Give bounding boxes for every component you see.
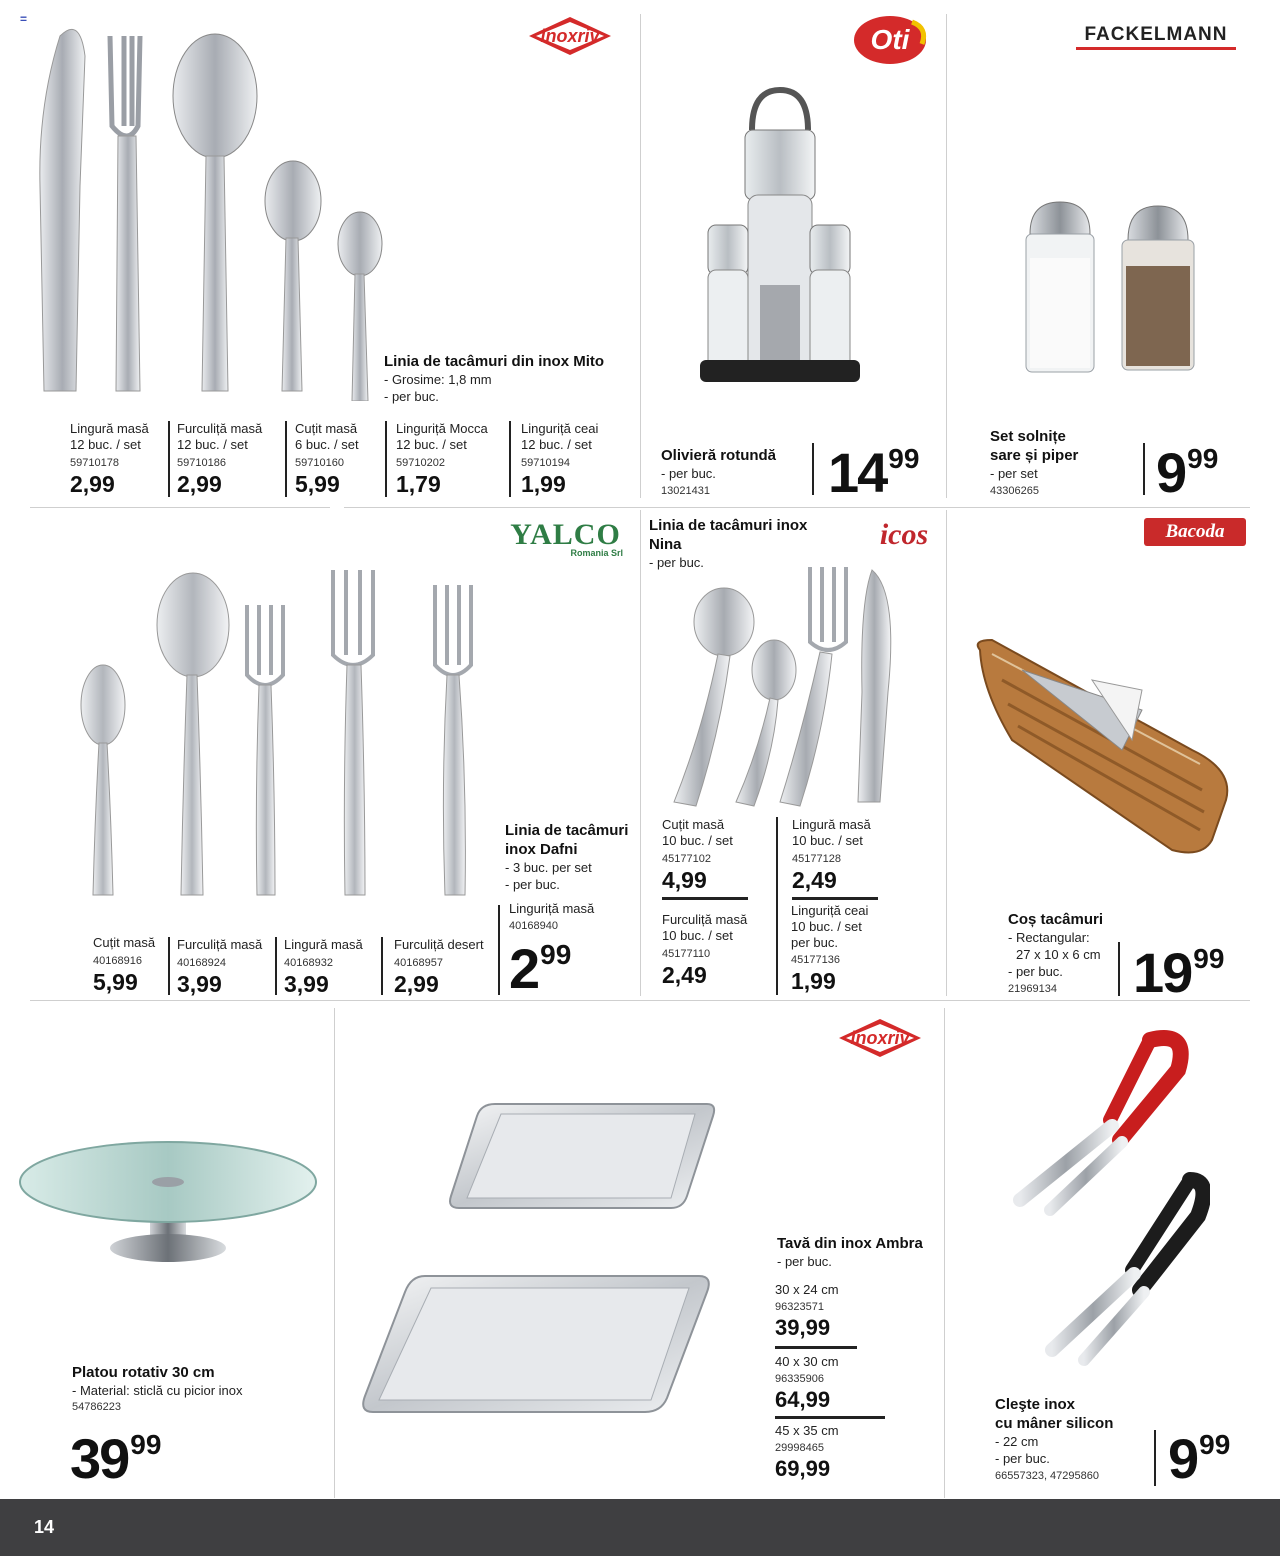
item-code: 40168957 xyxy=(394,957,443,969)
size-code: 29998465 xyxy=(775,1442,824,1454)
item-name: Linguriță ceai xyxy=(521,421,599,436)
logo-text: inoxriv xyxy=(850,1028,910,1048)
item-code: 40168924 xyxy=(177,957,226,969)
dafni-item xyxy=(177,937,277,997)
price-int: 2 xyxy=(509,937,539,1000)
item-name: Cuțit masă xyxy=(662,817,725,832)
size-label: 30 x 24 cm xyxy=(775,1282,839,1297)
logo-text: YALCO xyxy=(510,518,621,551)
price-int: 14 xyxy=(828,441,887,504)
mito-desc-1: - Grosime: 1,8 mm xyxy=(384,372,492,387)
logo-text: Oti xyxy=(870,24,910,55)
mito-item xyxy=(396,421,501,497)
solnite-code: 43306265 xyxy=(990,485,1039,497)
price-divider xyxy=(168,937,170,995)
icos-logo xyxy=(872,516,936,558)
item-name: Furculiță masă xyxy=(177,421,263,436)
salt-pepper-image xyxy=(1020,198,1200,376)
item-price: 4,99 xyxy=(662,867,707,893)
oliviera-desc: - per buc. xyxy=(661,466,716,481)
fackelmann-logo xyxy=(1076,24,1236,52)
logo-text: Bacoda xyxy=(1165,521,1225,542)
divider xyxy=(944,1008,945,1498)
price-underline xyxy=(775,1346,857,1349)
dafni-item xyxy=(284,937,384,997)
logo-text: inoxriv xyxy=(540,26,600,46)
mito-item xyxy=(295,421,380,497)
item-code: 59710186 xyxy=(177,457,226,469)
size-price: 64,99 xyxy=(775,1387,831,1412)
logo-text: FACKELMANN xyxy=(1084,24,1228,45)
nina-desc: - per buc. xyxy=(649,555,704,570)
item-price: 2,99 xyxy=(70,471,115,497)
item-price: 1,99 xyxy=(521,471,566,497)
item-qty: 12 buc. / set xyxy=(521,437,592,452)
mito-item xyxy=(521,421,626,497)
page-footer xyxy=(0,1499,1280,1556)
dafni-desc-1: - 3 buc. per set xyxy=(505,860,592,875)
item-qty: 12 buc. / set xyxy=(396,437,467,452)
cleste-desc-1: - 22 cm xyxy=(995,1434,1039,1449)
nina-item xyxy=(791,903,901,994)
price-int: 19 xyxy=(1133,941,1192,1004)
item-price: 3,99 xyxy=(284,971,329,997)
cleste-desc-2: - per buc. xyxy=(995,1451,1050,1466)
cleste-title-1: Cleşte inox xyxy=(995,1396,1076,1413)
oliviera-image xyxy=(700,85,860,395)
dafni-cutlery-image xyxy=(75,565,485,905)
item-name: Cuțit masă xyxy=(93,935,156,950)
solnite-title-1: Set solnițe xyxy=(990,428,1066,445)
item-price: 2,99 xyxy=(394,971,439,997)
item-code: 40168940 xyxy=(509,920,558,932)
item-price: 5,99 xyxy=(93,969,138,995)
price-underline xyxy=(662,897,748,900)
divider xyxy=(640,510,641,996)
platou-code: 54786223 xyxy=(72,1401,121,1413)
price-divider xyxy=(285,421,287,497)
yalco-logo xyxy=(508,518,623,560)
size-label: 45 x 35 cm xyxy=(775,1423,839,1438)
cos-desc-2: 27 x 10 x 6 cm xyxy=(1016,947,1101,962)
cutlery-basket-image xyxy=(972,630,1234,858)
price-underline xyxy=(792,897,878,900)
price-divider xyxy=(1143,443,1145,495)
price-divider xyxy=(275,937,277,995)
dafni-item xyxy=(93,935,173,995)
logo-subtext: Romania Srl xyxy=(570,548,623,558)
price-underline xyxy=(775,1416,885,1419)
item-name: Linguriță ceai xyxy=(791,903,869,918)
divider xyxy=(30,1000,1250,1001)
item-name: Lingură masă xyxy=(70,421,149,436)
item-price: 2,49 xyxy=(792,867,837,893)
tava-size xyxy=(775,1354,875,1413)
price-divider xyxy=(776,817,778,995)
item-name: Lingură masă xyxy=(792,817,871,832)
platou-price xyxy=(70,1426,161,1491)
dafni-title-1: Linia de tacâmuri xyxy=(505,822,629,839)
item-name: Linguriță masă xyxy=(509,901,595,916)
mito-item xyxy=(70,421,165,497)
item-qty: 10 buc. / set xyxy=(662,928,733,943)
price-int: 9 xyxy=(1168,1427,1198,1490)
divider xyxy=(946,14,947,498)
item-name: Linguriță Mocca xyxy=(396,421,488,436)
item-price: 5,99 xyxy=(295,471,340,497)
dafni-desc-2: - per buc. xyxy=(505,877,560,892)
dafni-featured xyxy=(509,901,594,934)
size-price: 69,99 xyxy=(775,1456,831,1481)
nina-item xyxy=(662,817,772,893)
oliviera-code: 13021431 xyxy=(661,485,710,497)
nina-item xyxy=(792,817,902,893)
platou-desc: - Material: sticlă cu picior inox xyxy=(72,1383,243,1398)
price-dec: 99 xyxy=(540,939,572,970)
trays-image xyxy=(355,1100,725,1415)
platou-title: Platou rotativ 30 cm xyxy=(72,1364,215,1381)
nina-title-2: Nina xyxy=(649,536,682,553)
page-number: 14 xyxy=(34,1517,55,1537)
solnite-price xyxy=(1156,440,1218,505)
size-price: 39,99 xyxy=(775,1315,831,1340)
item-code: 40168932 xyxy=(284,957,333,969)
item-code: 59710160 xyxy=(295,457,344,469)
item-qty: 6 buc. / set xyxy=(295,437,359,452)
price-divider xyxy=(385,421,387,497)
mito-item xyxy=(177,421,277,497)
cleste-title-2: cu mâner silicon xyxy=(995,1415,1114,1432)
size-code: 96335906 xyxy=(775,1373,824,1385)
nina-title-1: Linia de tacâmuri inox xyxy=(649,517,808,534)
rotating-platter-image xyxy=(18,1130,318,1265)
cos-price xyxy=(1133,940,1224,1005)
mito-title: Linia de tacâmuri din inox Mito xyxy=(384,353,605,370)
bacoda-logo xyxy=(1144,518,1246,546)
oti-logo xyxy=(852,14,928,66)
tava-desc: - per buc. xyxy=(777,1254,832,1269)
divider xyxy=(334,1008,335,1498)
item-qty: 12 buc. / set xyxy=(70,437,141,452)
mito-cutlery-image xyxy=(30,16,390,401)
item-code: 45177136 xyxy=(791,954,840,966)
item-name: Furculiță desert xyxy=(394,937,484,952)
tava-size xyxy=(775,1423,875,1482)
price-int: 39 xyxy=(70,1427,129,1490)
item-code: 59710202 xyxy=(396,457,445,469)
item-qty-2: per buc. xyxy=(791,935,838,950)
price-divider xyxy=(812,443,814,495)
item-name: Cuțit masă xyxy=(295,421,358,436)
item-code: 40168916 xyxy=(93,955,142,967)
nina-item xyxy=(662,912,772,988)
price-divider xyxy=(1118,942,1120,996)
solnite-title-2: sare și piper xyxy=(990,447,1079,464)
item-price: 2,49 xyxy=(662,962,707,988)
cos-code: 21969134 xyxy=(1008,983,1057,995)
price-divider xyxy=(381,937,383,995)
price-dec: 99 xyxy=(1193,943,1225,974)
price-dec: 99 xyxy=(888,443,920,474)
nina-cutlery-image xyxy=(662,562,902,812)
item-qty: 12 buc. / set xyxy=(177,437,248,452)
item-code: 59710178 xyxy=(70,457,119,469)
oliviera-price xyxy=(828,440,919,505)
item-name: Lingură masă xyxy=(284,937,363,952)
dafni-featured-price xyxy=(509,936,571,1001)
item-name: Furculiță masă xyxy=(662,912,748,927)
price-dec: 99 xyxy=(130,1429,162,1460)
item-qty: 10 buc. / set xyxy=(791,919,862,934)
item-code: 45177128 xyxy=(792,853,841,865)
divider xyxy=(30,507,330,508)
cleste-code: 66557323, 47295860 xyxy=(995,1470,1099,1482)
solnite-desc: - per set xyxy=(990,466,1038,481)
price-dec: 99 xyxy=(1187,443,1219,474)
price-divider xyxy=(509,421,511,497)
price-dec: 99 xyxy=(1199,1429,1231,1460)
top-marker: = xyxy=(20,12,28,26)
dafni-title-2: inox Dafni xyxy=(505,841,578,858)
item-code: 45177110 xyxy=(662,948,711,960)
price-divider xyxy=(498,905,500,995)
logo-text: icos xyxy=(879,518,929,551)
item-price: 3,99 xyxy=(177,971,222,997)
dafni-item xyxy=(394,937,498,997)
item-qty: 10 buc. / set xyxy=(792,833,863,848)
item-price: 2,99 xyxy=(177,471,222,497)
cos-title: Coș tacâmuri xyxy=(1008,911,1104,928)
item-price: 1,99 xyxy=(791,968,836,994)
tava-size xyxy=(775,1282,875,1341)
oliviera-title: Olivieră rotundă xyxy=(661,447,777,464)
cleste-price xyxy=(1168,1426,1230,1491)
price-divider xyxy=(168,421,170,497)
item-code: 59710194 xyxy=(521,457,570,469)
divider xyxy=(640,14,641,498)
logo-underline xyxy=(1076,47,1236,50)
item-price: 1,79 xyxy=(396,471,441,497)
mito-desc-2: - per buc. xyxy=(384,389,439,404)
inoxriv-logo-2 xyxy=(838,1018,922,1058)
item-qty: 10 buc. / set xyxy=(662,833,733,848)
cos-desc-3: - per buc. xyxy=(1008,964,1063,979)
item-code: 45177102 xyxy=(662,853,711,865)
cos-desc-1: - Rectangular: xyxy=(1008,930,1090,945)
size-code: 96323571 xyxy=(775,1301,824,1313)
tava-title: Tavă din inox Ambra xyxy=(777,1235,923,1252)
inoxriv-logo xyxy=(528,16,612,56)
divider xyxy=(344,507,1250,508)
divider xyxy=(946,510,947,996)
size-label: 40 x 30 cm xyxy=(775,1354,839,1369)
price-divider xyxy=(1154,1430,1156,1486)
tongs-image xyxy=(1000,1030,1210,1370)
item-name: Furculiță masă xyxy=(177,937,263,952)
price-int: 9 xyxy=(1156,441,1186,504)
